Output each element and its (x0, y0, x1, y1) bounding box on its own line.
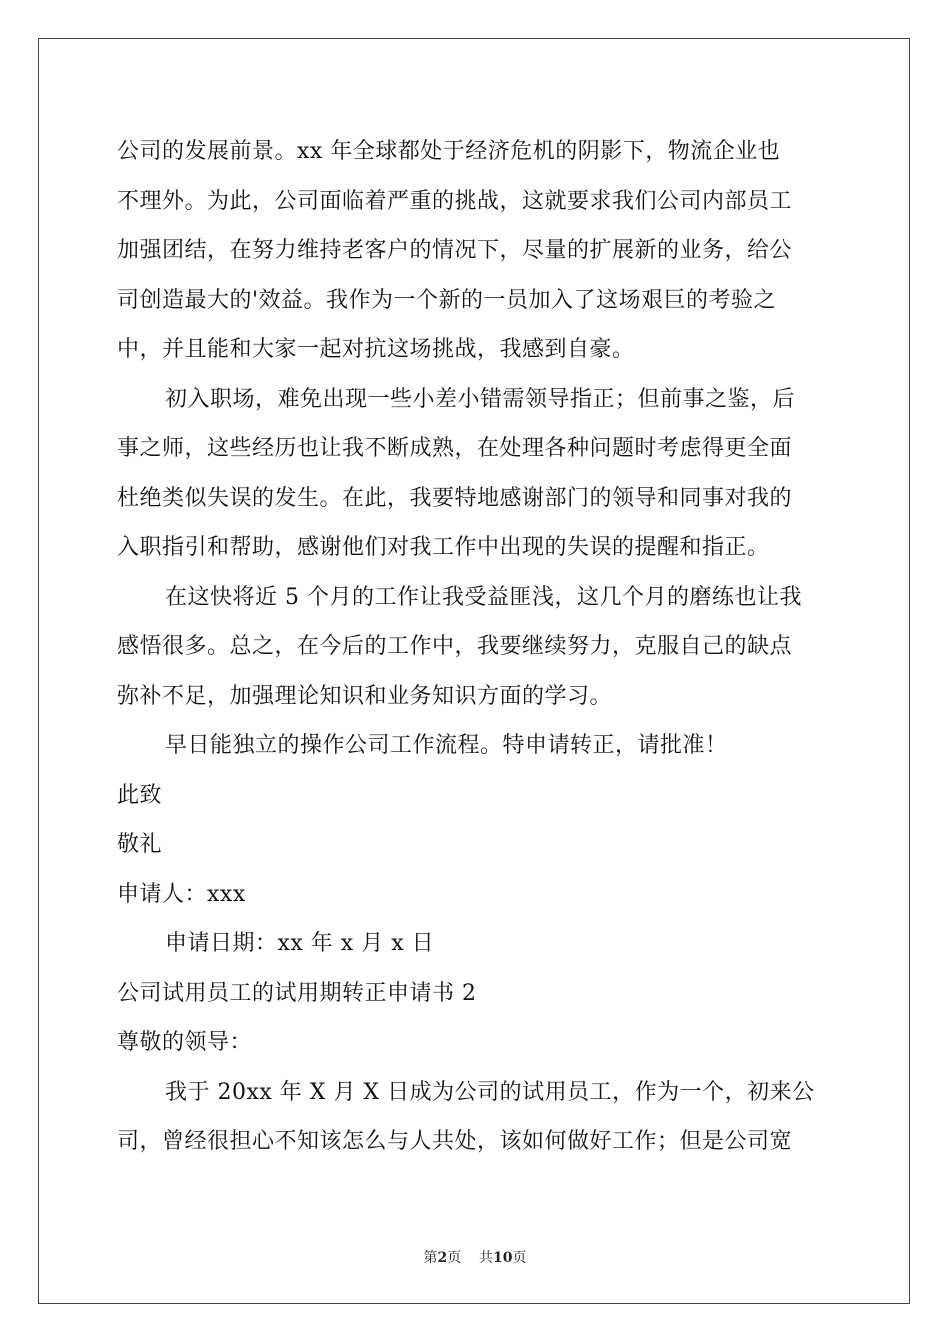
text-line: 弥补不足，加强理论知识和业务知识方面的学习。 (117, 683, 613, 709)
section-title: 公司试用员工的试用期转正申请书 2 (117, 980, 477, 1006)
text-line: 中，并且能和大家一起对抗这场挑战，我感到自豪。 (117, 337, 635, 362)
text-line: 我于 20xx 年 X 月 X 日成为公司的试用员工，作为一个，初来公 (165, 1079, 815, 1105)
text-line: 入职指引和帮助，感谢他们对我工作中出现的失误的提醒和指正。 (117, 535, 770, 560)
text-line: 加强团结，在努力维持老客户的情况下，尽量的扩展新的业务，给公 (117, 238, 793, 263)
footer-total-pages: 10 (493, 1250, 513, 1266)
text-line: 在这快将近 5 个月的工作让我受益匪浅，这几个月的磨练也让我 (165, 584, 802, 610)
footer-prefix: 第 (423, 1250, 438, 1266)
applicant-line: 申请人：xxx (117, 881, 246, 907)
footer-total-prefix: 共 (479, 1250, 494, 1266)
text-line: 初入职场，难免出现一些小差小错需领导指正；但前事之鉴，后 (165, 386, 796, 412)
document-body (117, 127, 837, 1167)
footer-page-number: 2 (437, 1250, 448, 1266)
footer-total-suffix: 页 (512, 1250, 527, 1266)
text-line: 司，曾经很担心不知该怎么与人共处，该如何做好工作；但是公司宽 (117, 1129, 793, 1154)
text-line: 公司的发展前景。xx 年全球都处于经济危机的阴影下，物流企业也 (117, 139, 781, 164)
footer-page-suffix: 页 (447, 1250, 462, 1266)
text-line: 早日能独立的操作公司工作流程。特申请转正，请批准！ (165, 733, 728, 758)
closing-salutation: 此致 (117, 782, 163, 808)
application-date: 申请日期：xx 年 x 月 x 日 (165, 931, 435, 956)
text-line: 不理外。为此，公司面临着严重的挑战，这就要求我们公司内部员工 (117, 188, 793, 214)
text-line: 司创造最大的'效益。我作为一个新的一员加入了这场艰巨的考验之 (117, 287, 777, 313)
text-line: 事之师，这些经历也让我不断成熟，在处理各种问题时考虑得更全面 (117, 436, 793, 461)
text-line: 感悟很多。总之，在今后的工作中，我要继续努力，克服自己的缺点 (117, 634, 793, 659)
greeting: 尊敬的领导： (117, 1030, 253, 1055)
closing-regards: 敬礼 (117, 832, 163, 857)
page-footer (0, 1247, 950, 1267)
text-line: 杜绝类似失误的发生。在此，我要特地感谢部门的领导和同事对我的 (117, 485, 793, 511)
